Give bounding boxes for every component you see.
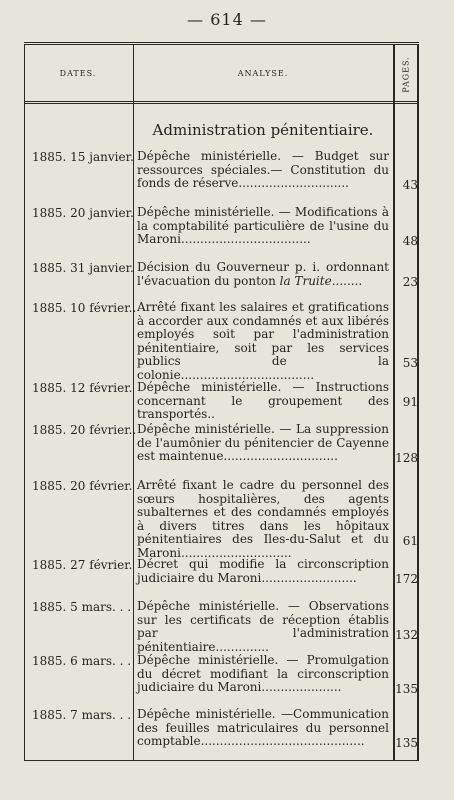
index-table: [24, 42, 419, 761]
entry-date: 1885. 31 janvier.: [32, 261, 134, 275]
entry-date: 1885. 10 février..: [32, 301, 137, 315]
entry-text: Dépêche ministérielle. — Budget sur ressources spéciales.— Constitution du fonds de réserve.............................: [137, 149, 389, 190]
entry-text: [137, 261, 389, 288]
entry-text: Arrêté fixant les salaires et gratifications à accorder aux condamnés et aux libérés employés soit par l'administration pénitentiaire, soit par les services publics de la colonie...................................: [137, 300, 389, 382]
entry-page: 172: [395, 572, 418, 586]
entry-page: 61: [402, 534, 418, 548]
entry-date: 1885. 20 janvier.: [32, 206, 134, 220]
entry-date: 1885. 12 février.: [32, 381, 133, 395]
header-analyse: ANALYSE.: [237, 69, 289, 78]
entry-date: 1885. 20 février.: [32, 479, 133, 493]
header-pages-label: PAGES.: [402, 55, 411, 93]
entry-text-main: Décision du Gouverneur p. i. ordonnant l'évacuation du ponton: [137, 260, 389, 288]
entry-date: 1885. 27 février.: [32, 558, 133, 572]
entry-page: 43: [402, 178, 418, 192]
entry-date: 1885. 5 mars. . .: [32, 600, 132, 614]
entry-date: 1885. 6 mars. . .: [32, 654, 132, 668]
entry-text: Dépêche ministérielle. — Promulgation du décret modifiant la circonscription judiciaire du Maroni.....................: [137, 653, 389, 694]
entry-text: Dépêche ministérielle. — Instructions concernant le groupement des transportés..: [137, 380, 389, 421]
entry-date: 1885. 20 février..: [32, 423, 137, 437]
entry-page: 23: [402, 275, 418, 289]
entry-text: Arrêté fixant le cadre du personnel des sœurs hospitalières, des agents subalternes et des condamnés employés à divers titres dans les hôpitaux pénitentiaires des Iles-du-Salut et du Maroni.............................: [137, 478, 389, 560]
entry-text-tail: ........: [331, 273, 363, 288]
column-rule-left: [24, 45, 25, 760]
entry-page: 135: [395, 736, 418, 750]
header-dates: DATES.: [59, 69, 97, 78]
entry-text: Dépêche ministérielle. —Communication des feuilles matriculaires du personnel comptable...........................................: [137, 707, 389, 748]
entry-text: Décret qui modifie la circonscription judiciaire du Maroni.........................: [137, 557, 389, 585]
entry-page: 135: [395, 682, 418, 696]
entry-date: 1885. 7 mars. . .: [32, 708, 132, 722]
entry-page: 128: [395, 451, 418, 465]
entry-text-italic: la Truite: [279, 273, 332, 288]
header-pages: [394, 51, 419, 97]
entry-text: Dépêche ministérielle. — Observations sur les certificats de réception établis par l'administration pénitentiaire..............: [137, 599, 389, 654]
entry-page: 48: [402, 234, 418, 248]
page-number: — 614 —: [187, 10, 267, 29]
section-title: Administration pénitentiaire.: [152, 121, 374, 139]
entry-text: Dépêche ministérielle. — Modifications à la comptabilité particulière de l'usine du Maroni..................................: [137, 205, 389, 246]
entry-date: 1885. 15 janvier.: [32, 150, 134, 164]
entry-page: 91: [402, 395, 418, 409]
entry-text: Dépêche ministérielle. — La suppression de l'aumônier du pénitencier de Cayenne est maintenue..............................: [137, 422, 389, 463]
entry-page: 53: [402, 356, 418, 370]
table-header: [24, 45, 419, 104]
entry-page: 132: [395, 628, 418, 642]
